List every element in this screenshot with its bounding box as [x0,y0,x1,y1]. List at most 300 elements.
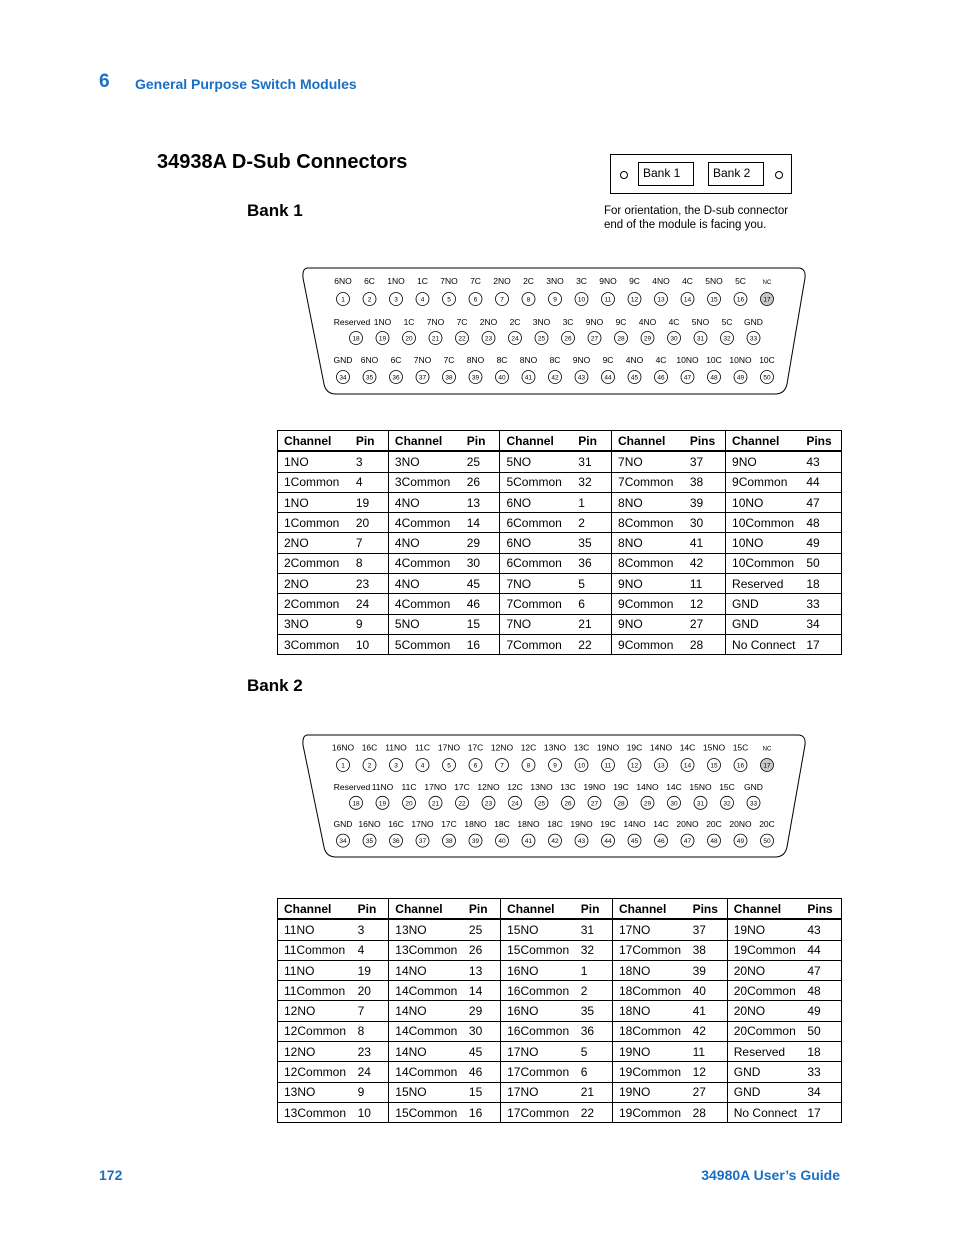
pin-cell: 48 [801,981,841,1001]
channel-cell: 16NO [501,960,575,980]
pin-label: 13NO [543,742,567,753]
pin-cell: 50 [801,1021,841,1041]
pin-number: 9 [553,762,557,770]
pin-number: 22 [458,800,466,808]
channel-cell: 6Common [500,553,572,573]
pin-number: 33 [749,335,758,343]
pin-number: 13 [657,296,665,304]
pin-label: 13C [573,742,590,753]
pin-cell: 39 [687,960,728,980]
pin-cell: 30 [463,1021,501,1041]
pin-cell: 5 [575,1042,613,1062]
column-header: Channel [612,899,686,920]
channel-cell: 16NO [501,1001,575,1021]
pin-number: 20 [405,335,413,343]
channel-cell: 7NO [500,574,572,594]
column-header: Channel [278,899,352,920]
channel-cell: 19NO [727,919,801,940]
channel-cell: 19NO [612,1042,686,1062]
channel-cell: 7NO [500,614,572,634]
pin-cell: 39 [684,492,726,512]
bank2-heading: Bank 2 [247,676,303,695]
pin-label: GND [744,317,763,327]
pin-number: 37 [418,374,427,382]
pin-cell: 42 [687,1021,728,1041]
channel-cell: 20NO [727,1001,801,1021]
pin-cell: 32 [575,940,613,960]
channel-cell: 20NO [727,960,801,980]
channel-cell: 17NO [612,919,686,940]
pin-cell: 49 [800,533,841,553]
channel-cell: 5Common [388,634,460,654]
pin-label: 5NO [691,317,710,327]
pin-cell: 12 [687,1062,728,1082]
pin-label: NC [762,280,772,286]
channel-cell: 8NO [612,492,684,512]
channel-cell: 7NO [612,451,684,472]
pin-number: 18 [352,335,360,343]
pin-label: 3C [576,276,587,286]
pin-number: 38 [445,838,453,846]
pin-number: 43 [577,374,586,382]
channel-cell: 6NO [500,533,572,553]
pin-number: 12 [630,762,639,770]
pin-number: 47 [683,374,692,382]
pin-label: 7NO [440,276,458,286]
pin-label: 17C [441,819,457,830]
channel-cell: 18Common [612,981,686,1001]
channel-cell: 10Common [726,553,801,573]
column-header: Channel [727,899,801,920]
pin-cell: 1 [572,492,611,512]
pin-label: 12NO [490,742,514,753]
pin-cell: 30 [684,513,726,533]
pin-cell: 4 [350,472,389,492]
pin-label: 9NO [599,276,617,286]
pin-cell: 43 [800,451,841,472]
channel-cell: 15NO [389,1082,463,1102]
pin-cell: 18 [801,1042,841,1062]
channel-cell: 9NO [612,574,684,594]
channel-cell: 2Common [278,594,350,614]
guide-title: 34980A User’s Guide [701,1167,840,1183]
pin-label: 1C [417,276,428,286]
pin-cell: 44 [800,472,841,492]
column-header: Pin [352,899,389,920]
pin-label: 12C [507,782,523,793]
pin-label: 11C [415,742,430,753]
pin-number: 24 [511,335,519,343]
channel-cell: 4Common [388,553,460,573]
pin-number: 4 [420,296,425,304]
pin-number: 14 [683,296,692,304]
channel-cell: 1Common [278,513,350,533]
pin-label: 3C [562,317,574,327]
channel-cell: 4NO [388,574,460,594]
bank2-pin-table [277,898,842,1123]
column-header: Channel [612,431,684,452]
pin-number: 16 [736,296,745,304]
table-row [278,919,842,940]
pin-label: 19NO [596,742,620,753]
pin-cell: 35 [575,1001,613,1021]
pin-number: 15 [710,762,718,770]
pin-number: 40 [498,374,506,382]
pin-number: 19 [378,335,387,343]
pin-cell: 37 [687,919,728,940]
pin-cell: 45 [463,1042,501,1062]
channel-cell: 18NO [612,960,686,980]
pin-cell: 37 [684,451,726,472]
pin-cell: 23 [352,1042,389,1062]
channel-cell: 13NO [389,919,463,940]
pin-label: 1NO [373,317,392,327]
pin-label: 15NO [702,742,726,753]
pin-cell: 29 [461,533,500,553]
pin-label: GND [333,355,353,365]
pin-number: 7 [500,762,504,770]
pin-label: 18C [547,819,563,830]
pin-cell: 42 [684,553,726,573]
pin-label: 20C [706,819,722,830]
pin-cell: 40 [687,981,728,1001]
pin-number: 45 [630,374,639,382]
pin-cell: 17 [800,634,841,654]
pin-cell: 2 [575,981,613,1001]
channel-cell: 18NO [612,1001,686,1021]
channel-cell: 14Common [389,981,463,1001]
pin-cell: 26 [461,472,500,492]
pin-label: 7NO [426,317,445,327]
channel-cell: 13Common [278,1102,352,1122]
pin-label: 7C [443,355,455,365]
pin-number: 32 [723,800,731,808]
column-header: Channel [500,431,572,452]
pin-number: 42 [551,838,559,846]
pin-label: 8NO [466,355,485,365]
pin-label: 15C [719,782,735,793]
pin-cell: 23 [350,574,389,594]
channel-cell: 14NO [389,960,463,980]
pin-number: 44 [604,374,612,382]
pin-label: 9C [615,317,627,327]
table-row [278,960,842,980]
table-row [278,451,842,472]
pin-number: 45 [630,838,639,846]
pin-cell: 18 [800,574,841,594]
channel-cell: 17Common [501,1062,575,1082]
pin-number: 11 [604,296,612,304]
pin-number: 23 [484,335,493,343]
column-header: Channel [389,899,463,920]
pin-cell: 10 [350,634,389,654]
pin-cell: 31 [575,919,613,940]
column-header: Pin [350,431,389,452]
channel-cell: 4Common [388,513,460,533]
table-row [278,472,842,492]
pin-label: 2C [523,276,534,286]
column-header: Channel [501,899,575,920]
pin-label: 9NO [572,355,591,365]
pin-number: 3 [394,762,398,770]
pin-cell: 26 [463,940,501,960]
pin-cell: 43 [801,919,841,940]
pin-number: 2 [367,296,372,304]
channel-cell: 8Common [612,513,684,533]
pin-cell: 31 [572,451,611,472]
pin-label: 14C [679,742,696,753]
pin-number: 5 [447,296,451,304]
mount-hole-icon [775,171,783,179]
pin-number: 27 [590,800,599,808]
pin-cell: 13 [461,492,500,512]
pin-cell: 25 [463,919,501,940]
pin-label: 4NO [652,276,670,286]
pin-cell: 19 [352,960,389,980]
pin-cell: 4 [352,940,389,960]
channel-cell: 2NO [278,574,350,594]
pin-label: 14C [653,819,669,830]
channel-cell: 18Common [612,1021,686,1041]
pin-cell: 22 [572,634,611,654]
pin-number: 17 [763,762,771,770]
chapter-title: General Purpose Switch Modules [135,76,357,92]
channel-cell: 14Common [389,1021,463,1041]
pin-cell: 19 [350,492,389,512]
pin-cell: 32 [572,472,611,492]
table-row [278,553,842,573]
pin-cell: 11 [684,574,726,594]
column-header: Pins [684,431,726,452]
pin-cell: 20 [352,981,389,1001]
pin-number: 21 [431,335,440,343]
pin-number: 7 [500,296,504,304]
pin-label: 1C [403,317,415,327]
channel-cell: 19NO [612,1082,686,1102]
table-row [278,1021,842,1041]
column-header: Pins [800,431,841,452]
orientation-diagram [610,154,792,194]
channel-cell: 3Common [388,472,460,492]
column-header: Pin [461,431,500,452]
channel-cell: GND [726,594,801,614]
mount-hole-icon [620,171,628,179]
pin-label: 2NO [493,276,511,286]
pin-number: 42 [551,374,559,382]
channel-cell: 15Common [501,940,575,960]
pin-number: 35 [365,374,374,382]
channel-cell: 15Common [389,1102,463,1122]
pin-label: 6C [364,276,375,286]
pin-label: 2NO [479,317,498,327]
channel-cell: 3Common [278,634,350,654]
pin-label: 10NO [676,355,699,365]
pin-label: 9NO [585,317,604,327]
pin-number: 38 [445,374,453,382]
pin-number: 50 [763,838,771,846]
pin-number: 2 [367,762,372,770]
pin-cell: 5 [572,574,611,594]
channel-cell: GND [726,614,801,634]
pin-cell: 14 [461,513,500,533]
channel-cell: 7Common [612,472,684,492]
channel-cell: 1Common [278,472,350,492]
pin-number: 1 [341,296,345,304]
pin-cell: 9 [352,1082,389,1102]
pin-cell: 30 [461,553,500,573]
pin-number: 8 [526,296,531,304]
channel-cell: 16Common [501,981,575,1001]
column-header: Channel [278,431,350,452]
channel-cell: 5NO [500,451,572,472]
pin-number: 17 [763,296,771,304]
channel-cell: 14NO [389,1001,463,1021]
channel-cell: 2NO [278,533,350,553]
pin-cell: 7 [350,533,389,553]
pin-number: 43 [577,838,586,846]
pin-number: 34 [339,838,347,846]
channel-cell: GND [727,1082,801,1102]
orientation-bank2-label: Bank 2 [708,162,764,186]
channel-cell: 11Common [278,940,352,960]
pin-number: 26 [564,800,572,808]
pin-number: 48 [710,374,718,382]
column-header: Channel [388,431,460,452]
pin-number: 31 [696,335,705,343]
pin-cell: 28 [684,634,726,654]
pin-label: Reserved [333,782,371,793]
pin-label: 16C [388,819,404,830]
table-row [278,1082,842,1102]
pin-number: 12 [630,296,639,304]
pin-cell: 41 [684,533,726,553]
pin-cell: 41 [687,1001,728,1021]
channel-cell: 5NO [388,614,460,634]
channel-cell: 8Common [612,553,684,573]
pin-label: 11NO [385,742,407,753]
channel-cell: Reserved [726,574,801,594]
pin-cell: 13 [463,960,501,980]
pin-cell: 17 [801,1102,841,1122]
pin-cell: 44 [801,940,841,960]
channel-cell: 4NO [388,492,460,512]
pin-label: 17NO [437,742,461,753]
pin-cell: 34 [801,1082,841,1102]
pin-number: 30 [670,800,678,808]
pin-label: 4C [682,276,693,286]
pin-number: 40 [498,838,506,846]
pin-label: 16NO [358,819,381,830]
channel-cell: 20Common [727,981,801,1001]
pin-cell: 15 [463,1082,501,1102]
pin-cell: 16 [463,1102,501,1122]
pin-number: 21 [431,800,440,808]
pin-number: 31 [696,800,705,808]
pin-number: 24 [511,800,519,808]
pin-label: 4NO [625,355,644,365]
channel-cell: 4NO [388,533,460,553]
pin-cell: 49 [801,1001,841,1021]
pin-label: 1NO [387,276,405,286]
pin-cell: 8 [352,1021,389,1041]
pin-cell: 7 [352,1001,389,1021]
pin-label: 19C [600,819,616,830]
pin-cell: 11 [687,1042,728,1062]
pin-number: 46 [657,838,665,846]
pin-number: 36 [392,374,400,382]
pin-number: 48 [710,838,718,846]
table-row [278,574,842,594]
pin-cell: 15 [461,614,500,634]
channel-cell: 13Common [389,940,463,960]
pin-label: 4C [655,355,667,365]
pin-number: 49 [736,838,745,846]
pin-label: 19NO [583,782,606,793]
channel-cell: 4Common [388,594,460,614]
channel-cell: 19Common [612,1102,686,1122]
channel-cell: 12Common [278,1062,352,1082]
pin-number: 15 [710,296,718,304]
pin-label: Reserved [333,317,371,327]
pin-label: GND [744,782,763,793]
channel-cell: 1NO [278,492,350,512]
pin-cell: 36 [575,1021,613,1041]
table-row [278,1102,842,1122]
pin-label: 5NO [705,276,723,286]
pin-cell: 9 [350,614,389,634]
pin-number: 41 [524,838,533,846]
pin-label: 15NO [689,782,712,793]
pin-number: 10 [577,296,586,304]
table-row [278,1062,842,1082]
orientation-bank1-label: Bank 1 [638,162,694,186]
pin-number: 10 [577,762,586,770]
pin-label: 19NO [570,819,593,830]
channel-cell: 9NO [612,614,684,634]
pin-number: 36 [392,838,400,846]
pin-cell: 36 [572,553,611,573]
pin-label: 13NO [530,782,553,793]
pin-label: 11C [401,782,417,793]
channel-cell: 9Common [612,594,684,614]
pin-label: 20NO [729,819,752,830]
channel-cell: 15NO [501,919,575,940]
pin-cell: 45 [461,574,500,594]
column-header: Pin [575,899,613,920]
pin-cell: 34 [800,614,841,634]
chapter-number: 6 [99,71,110,92]
pin-number: 20 [405,800,413,808]
pin-cell: 14 [463,981,501,1001]
pin-label: 14NO [636,782,659,793]
pin-label: NC [762,746,772,753]
pin-label: 16NO [331,742,355,753]
channel-cell: 17Common [501,1102,575,1122]
pin-number: 28 [617,335,625,343]
pin-label: 2C [509,317,521,327]
channel-cell: 6NO [500,492,572,512]
pin-label: 17NO [424,782,447,793]
pin-label: 14NO [649,742,673,753]
channel-cell: 7Common [500,634,572,654]
channel-cell: 14NO [389,1042,463,1062]
pin-label: 11NO [371,782,394,793]
channel-cell: 11NO [278,960,352,980]
pin-label: 4C [668,317,680,327]
table-row [278,1042,842,1062]
pin-label: 14C [666,782,682,793]
pin-label: 18C [494,819,510,830]
